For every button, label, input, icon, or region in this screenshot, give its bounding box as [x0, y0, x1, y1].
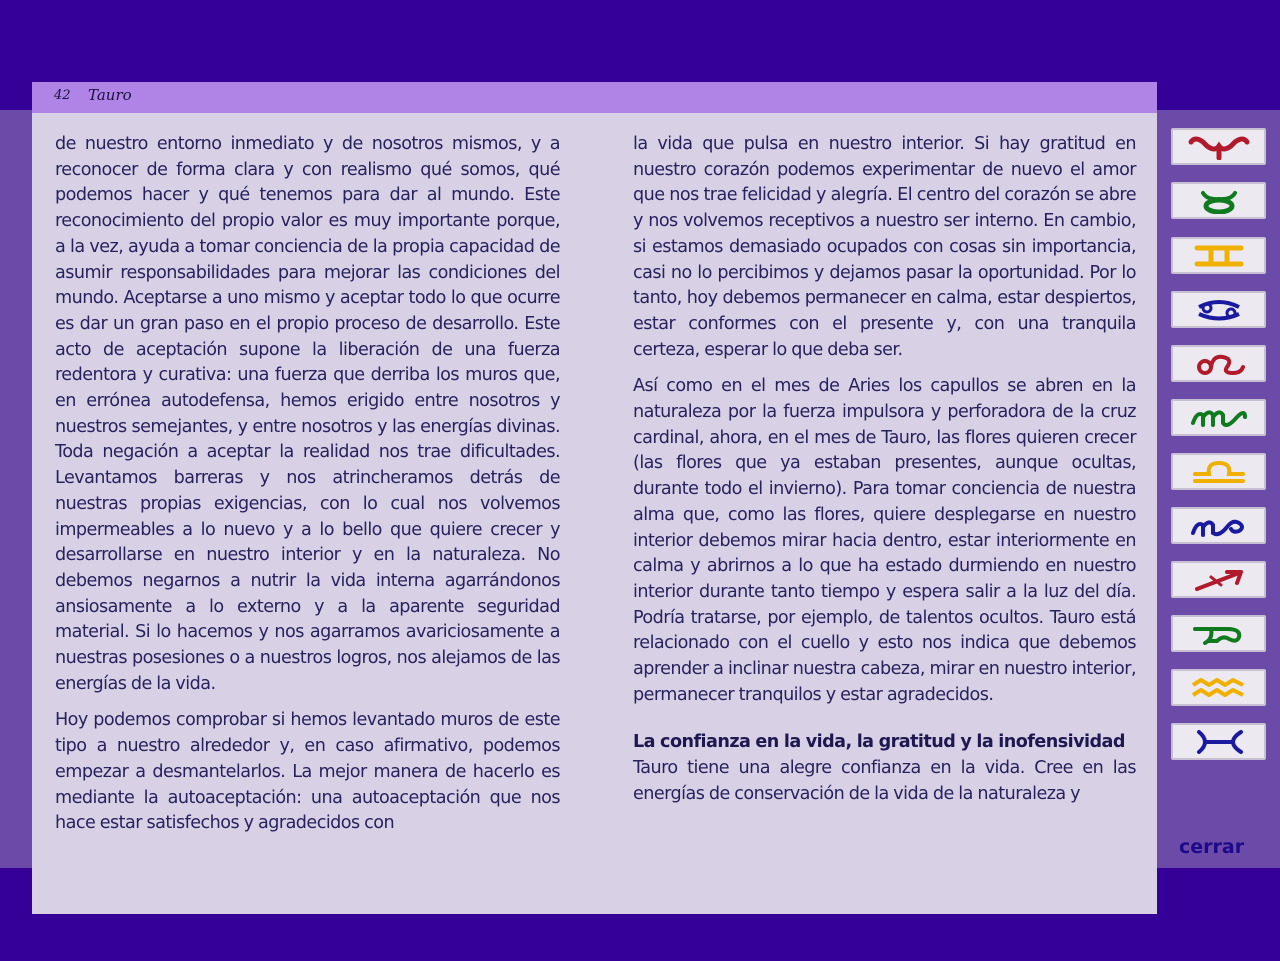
page-header: [32, 82, 1157, 113]
zodiac-button-virgo[interactable]: [1171, 399, 1266, 436]
close-button[interactable]: cerrar: [1179, 836, 1245, 858]
paragraph: la vida que pulsa en nuestro interior. Si hay gratitud en nuestro corazón podemos experimentar de nuevo el amor que nos trae felicidad y alegría. El centro del corazón se abre y nos volvemos receptivos a nuestro ser interno. En cambio, si estamos demasiado ocupados con cosas sin importancia, casi no lo percibimos y dejamos pasar la oportunidad. Por lo tanto, hoy debemos permanecer en calma, estar despiertos, estar conformes con el presente y, con una tranquila certeza, esperar lo que deba ser.: [633, 134, 1136, 360]
zodiac-button-sagittarius[interactable]: [1171, 561, 1266, 598]
chapter-title: Tauro: [88, 86, 132, 104]
zodiac-button-aquarius[interactable]: [1171, 669, 1266, 706]
paragraph: Hoy podemos comprobar si hemos levantado muros de este tipo a nuestro alrededor y, en caso afirmativo, podemos empezar a desmantelarlos. La mejor manera de hacerlo es mediante la autoaceptación: una autoaceptación que nos hace estar satisfechos y agradecidos con: [55, 710, 560, 834]
zodiac-button-leo[interactable]: [1171, 345, 1266, 382]
pisces-icon: [1183, 729, 1255, 755]
zodiac-button-cancer[interactable]: [1171, 291, 1266, 328]
zodiac-button-libra[interactable]: [1171, 453, 1266, 490]
leo-icon: [1183, 351, 1255, 377]
libra-icon: [1183, 459, 1255, 485]
left-column: [55, 132, 560, 848]
gemini-icon: [1183, 243, 1255, 269]
aquarius-icon: [1183, 675, 1255, 701]
zodiac-button-gemini[interactable]: [1171, 237, 1266, 274]
virgo-icon: [1183, 405, 1255, 431]
zodiac-button-aries[interactable]: [1171, 128, 1266, 165]
zodiac-button-capricorn[interactable]: [1171, 615, 1266, 652]
zodiac-button-taurus[interactable]: [1171, 182, 1266, 219]
zodiac-button-scorpio[interactable]: [1171, 507, 1266, 544]
page-number: 42: [54, 88, 71, 103]
section-heading: La confianza en la vida, la gratitud y la inofensividad: [633, 732, 1125, 753]
paragraph: Así como en el mes de Aries los capullos se abren en la naturaleza por la fuerza impulsora y perforadora de la cruz cardinal, ahora, en el mes de Tauro, las flores quieren crecer (las flores que ya estaban presentes, aunque ocultas, durante todo el invierno). Para tomar conciencia de nuestra alma que, como las flores, quiere desplegarse en nuestro interior debemos mirar hacia dentro, estar interiormente en calma y abrirnos a lo que ha estado durmiendo en nuestro interior durante tanto tiempo y espera salir a la luz del día. Podría tratarse, por ejemplo, de talentos ocultos. Tauro está relacionado con el cuello y esto nos indica que debemos aprender a inclinar nuestra cabeza, mirar en nuestro interior, permanecer tranquilos y estar agradecidos.: [633, 376, 1136, 705]
book-page: [32, 82, 1157, 914]
zodiac-button-pisces[interactable]: [1171, 723, 1266, 760]
capricorn-icon: [1183, 621, 1255, 647]
taurus-icon: [1183, 188, 1255, 214]
paragraph: de nuestro entorno inmediato y de nosotros mismos, y a reconocer de forma clara y con realismo qué somos, qué podemos hacer y qué tenemos para dar al mundo. Este reconocimiento del propio valor es muy importante porque, a la vez, ayuda a tomar conciencia de la propia capacidad de asumir responsabilidades para mejorar las condiciones del mundo. Aceptarse a uno mismo y aceptar todo lo que ocurre es dar un gran paso en el propio proceso de desarrollo. Este acto de aceptación supone la liberación de una fuerza redentora y curativa: una fuerza que derriba los muros que, en errónea autodefensa, hemos erigido entre nosotros y nuestros semejantes, y entre nosotros y las energías divinas. Toda negación a aceptar la realidad nos trae dificultades. Levantamos barreras y nos atrincheramos detrás de nuestras propias exigencias, con lo cual nos volvemos impermeables a lo nuevo y a lo bello que quiere crecer y desarrollarse en nuestro interior y en la naturaleza. No debemos negarnos a nutrir la vida interna agarrándonos ansiosamente a lo externo y a la aparente seguridad material. Si lo hacemos y nos agarramos avariciosamente a nuestras posesiones o a nuestros logros, nos alejamos de las energías de la vida.: [55, 134, 560, 694]
cancer-icon: [1183, 297, 1255, 323]
sagittarius-icon: [1183, 567, 1255, 593]
scorpio-icon: [1183, 513, 1255, 539]
right-column: [633, 132, 1136, 819]
paragraph: Tauro tiene una alegre confianza en la vida. Cree en las energías de conservación de la vida de la naturaleza y: [633, 758, 1136, 804]
aries-icon: [1183, 134, 1255, 160]
